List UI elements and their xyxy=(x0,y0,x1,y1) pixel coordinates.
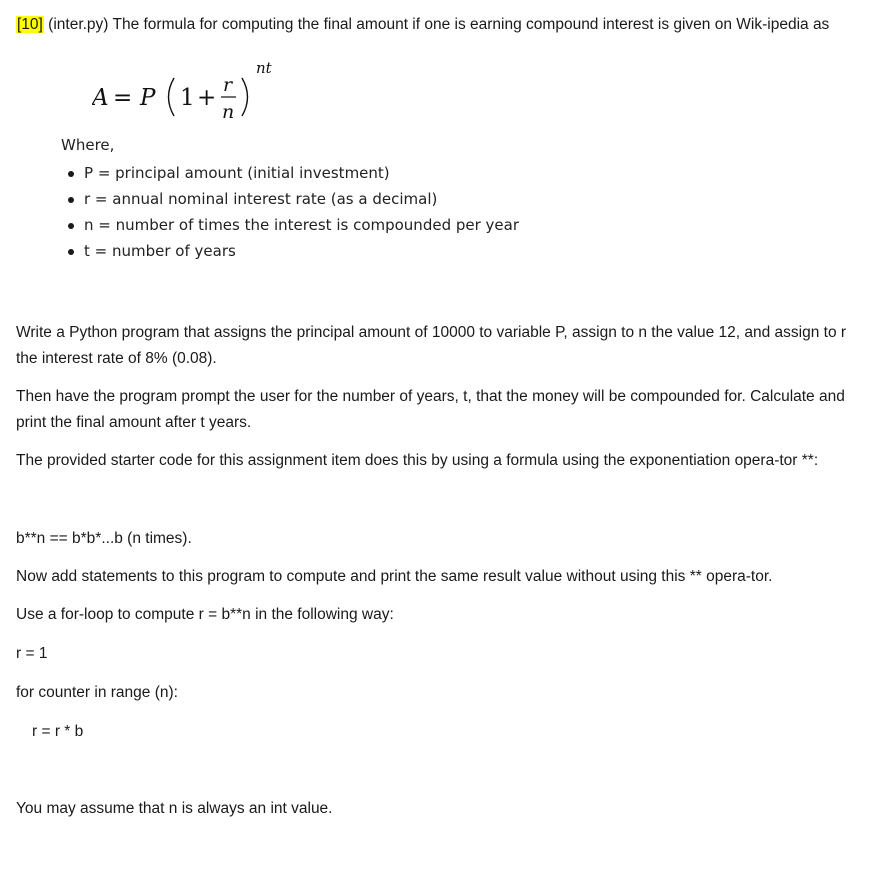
formula-principal: P xyxy=(140,85,156,111)
variable-definitions xyxy=(66,160,519,264)
definition-compounds: n = number of times the interest is compounded per year xyxy=(66,212,519,238)
code-line-init: r = 1 xyxy=(16,645,48,662)
formula-left-paren xyxy=(169,78,175,116)
formula-plus: + xyxy=(197,85,217,111)
code-line-body: r = r * b xyxy=(32,723,84,740)
definition-rate: r = annual nominal interest rate (as a decimal) xyxy=(66,186,519,212)
wikipedia-excerpt xyxy=(16,38,866,306)
question-intro-text: (inter.py) The formula for computing the final amount if one is earning compound interest is given on Wik-ipedia as xyxy=(43,16,830,33)
formula-lhs: A xyxy=(92,85,109,111)
paragraph-definition: b**n == b*b*...b (n times). xyxy=(16,530,192,547)
formula-rate: r xyxy=(223,74,233,96)
paragraph-now-add: Now add statements to this program to compute and print the same result value without using this ** opera-tor. xyxy=(16,568,773,585)
compound-interest-formula xyxy=(92,56,292,128)
code-line-for: for counter in range (n): xyxy=(16,684,178,701)
paragraph-assume: You may assume that n is always an int value. xyxy=(16,800,333,817)
formula-exponent: nt xyxy=(256,59,272,77)
assignment-document xyxy=(16,12,866,822)
points-highlight: [10] xyxy=(17,16,43,33)
formula-svg xyxy=(92,56,292,128)
paragraph-starter: The provided starter code for this assignment item does this by using a formula using the exponentiation opera-tor **: xyxy=(16,452,819,469)
definition-years: t = number of years xyxy=(66,238,519,264)
formula-equals: = xyxy=(113,85,133,111)
paragraph-prompt: Then have the program prompt the user for the number of years, t, that the money will be compounded for. Calculate and print the final amount after t years. xyxy=(16,388,845,431)
formula-right-paren xyxy=(242,78,248,116)
paragraph-use-loop: Use a for-loop to compute r = b**n in the following way: xyxy=(16,606,394,623)
formula-one: 1 xyxy=(180,85,195,111)
formula-n: n xyxy=(222,101,235,123)
definition-principal: P = principal amount (initial investment) xyxy=(66,160,519,186)
where-label: Where, xyxy=(61,136,115,154)
question-intro xyxy=(16,12,866,38)
paragraph-assign: Write a Python program that assigns the principal amount of 10000 to variable P, assign to n the value 12, and assign to r the interest rate of 8% (0.08). xyxy=(16,324,847,367)
